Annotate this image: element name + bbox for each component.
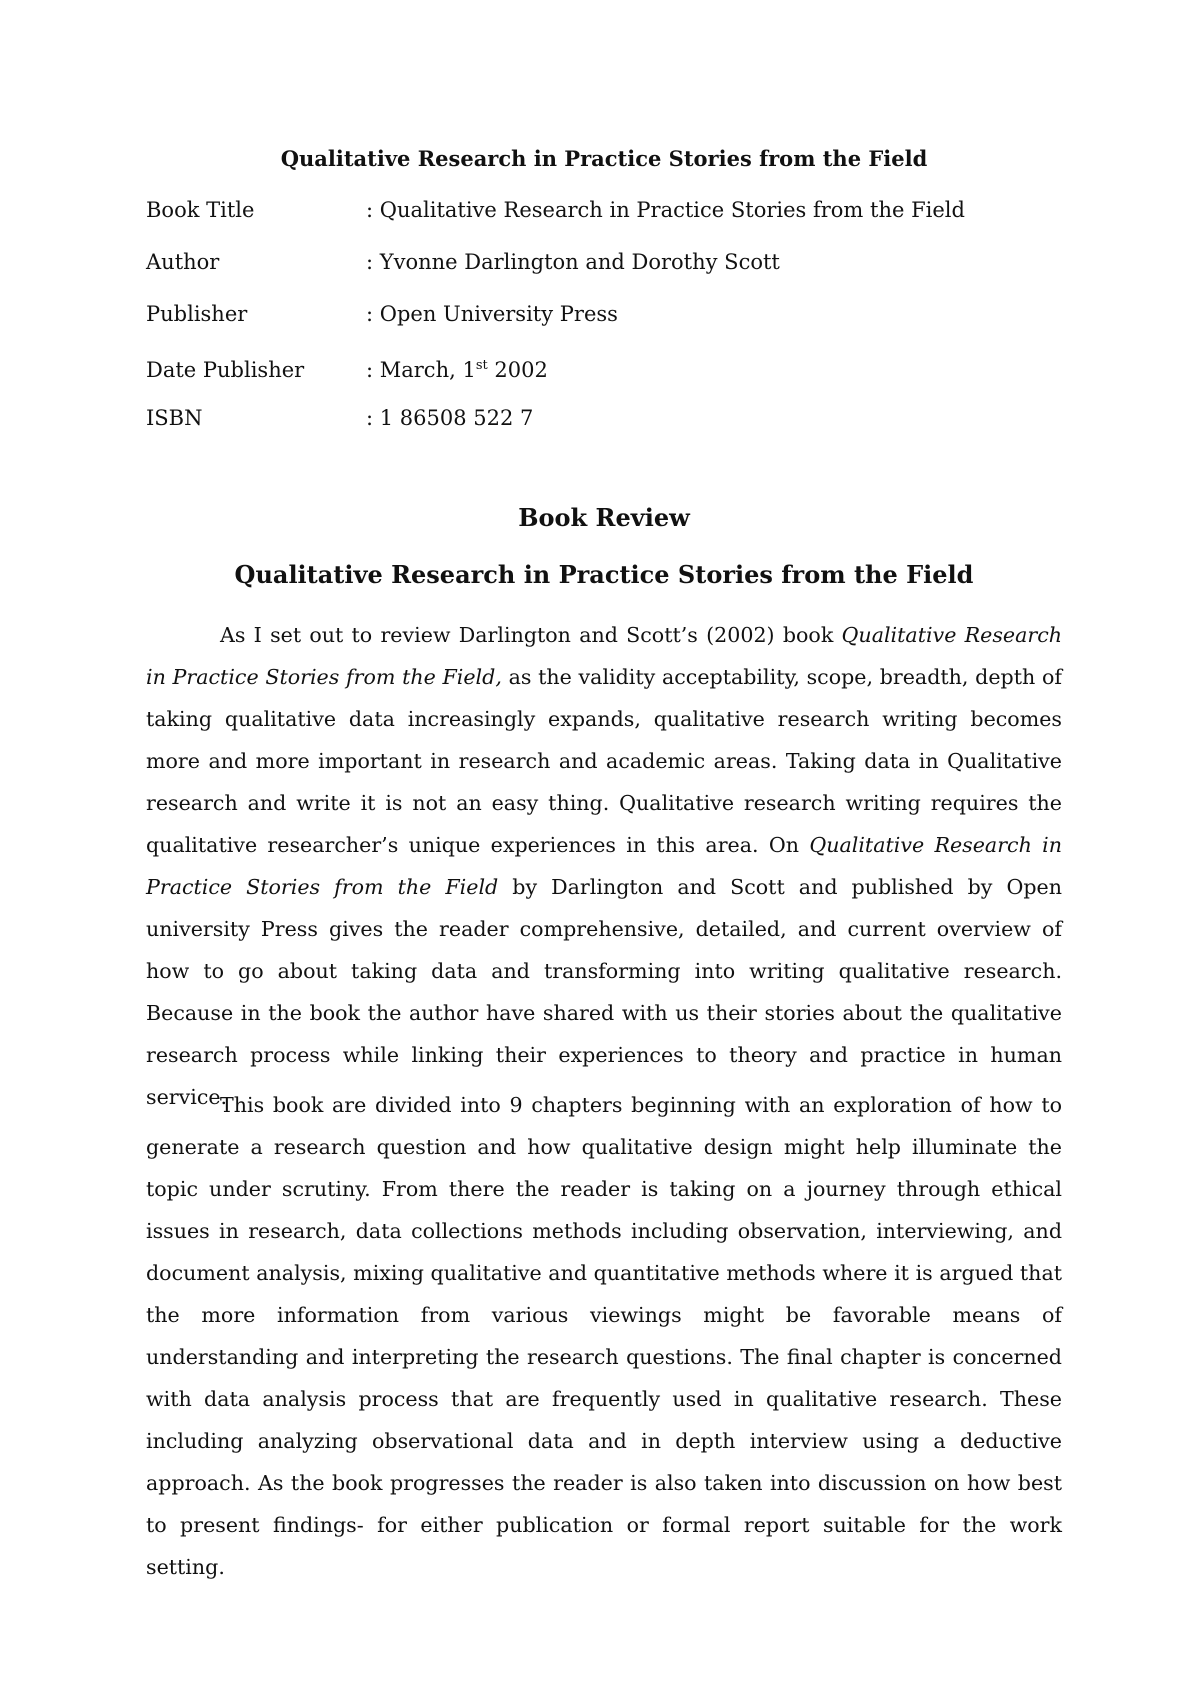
review-paragraph-1 (146, 614, 1062, 1118)
meta-row-publisher (146, 300, 1062, 352)
meta-row-author (146, 248, 1062, 300)
meta-value (366, 352, 548, 384)
book-metadata (146, 196, 1062, 456)
meta-row-book-title (146, 196, 1062, 248)
meta-value: : Open University Press (366, 302, 618, 326)
book-title-italic: Qualitative Research in Practice Stories from the Field (146, 833, 1062, 899)
meta-value: : Yvonne Darlington and Dorothy Scott (366, 250, 780, 274)
meta-label: Book Title (146, 198, 255, 222)
meta-value-prefix: : March, 1 (366, 358, 476, 382)
review-subheading: Qualitative Research in Practice Stories from the Field (234, 560, 974, 589)
paragraph-text: as the validity acceptability, scope, breadth, depth of taking qualitative data increasingly expands, qualitative research writing becomes more and more important in research and academic areas. Taking data in Qualitative research and write it is not an easy thing. Qualitative research writing requires the qualitative researcher’s unique experiences in this area. On (146, 665, 1062, 857)
document-title: Qualitative Research in Practice Stories from the Field (280, 146, 928, 171)
paragraph-text: As I set out to review Darlington and Scott’s (2002) book (220, 623, 842, 647)
meta-value-suffix: 2002 (487, 358, 548, 382)
meta-label: Author (146, 250, 220, 274)
meta-value: : Qualitative Research in Practice Stories from the Field (366, 198, 965, 222)
review-paragraph-2: This book are divided into 9 chapters beginning with an exploration of how to generate a research question and how qualitative design might help illuminate the topic under scrutiny. From there the reader is taking on a journey through ethical issues in research, data collections methods including observation, interviewing, and document analysis, mixing qualitative and quantitative methods where it is argued that the more information from various viewings might be favorable means of understanding and interpreting the research questions. The final chapter is concerned with data analysis process that are frequently used in qualitative research. These including analyzing observational data and in depth interview using a deductive approach. As the book progresses the reader is also taken into discussion on how best to present findings- for either publication or formal report suitable for the work setting. (146, 1093, 1062, 1579)
review-heading: Book Review (518, 503, 690, 532)
meta-label: ISBN (146, 406, 203, 430)
book-title-italic: Qualitative Research in Practice Stories from the Field, (146, 623, 1062, 689)
paragraph-text: by Darlington and Scott and published by Open university Press gives the reader comprehensive, detailed, and current overview of how to go about taking data and transforming into writing qualitative research. Because in the book the author have shared with us their stories about the qualitative research process while linking their experiences to theory and practice in human service. (146, 875, 1062, 1109)
meta-label: Date Publisher (146, 358, 305, 382)
meta-label: Publisher (146, 302, 248, 326)
meta-value-ordinal: st (475, 358, 488, 373)
meta-row-date-publisher (146, 352, 1062, 404)
meta-value: : 1 86508 522 7 (366, 406, 534, 430)
meta-row-isbn (146, 404, 1062, 456)
